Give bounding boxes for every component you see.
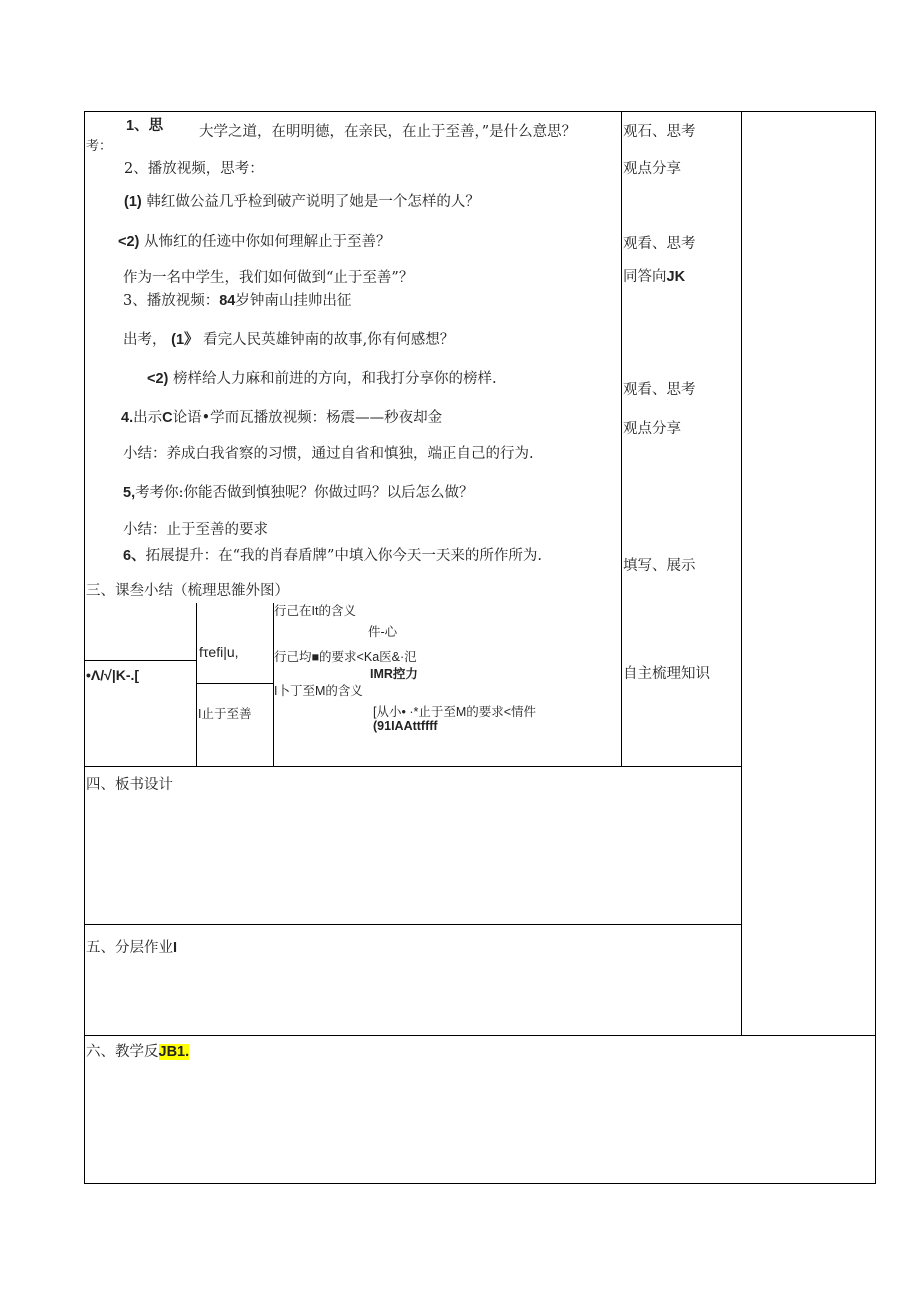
question-2-2: <2) 从怖红的任迹中你如何理解止于至善？ [118, 234, 391, 250]
question-5: 5,考考你:你能否做到慎独呢？你做过吗？以后怎么做？ [123, 485, 474, 501]
question-3: 3、播放视频：84岁钟南山挂帅出征 [123, 293, 352, 309]
summary-2-clipped: 小结：止于至善的要求 [123, 522, 268, 538]
col-divider-activity [621, 111, 622, 767]
mindmap-hline-1 [85, 660, 197, 661]
row-divider-reflection [84, 1035, 876, 1036]
mindmap-branch-1: fτefi|u, [199, 644, 239, 660]
table-top-border [84, 111, 876, 112]
question-1-kao: 考： [86, 139, 113, 154]
mindmap-hline-2 [197, 683, 274, 684]
question-6: 6、拓展提升：在“我的肖春盾牌”中填入你今天一天来的所作所为. [123, 548, 543, 564]
activity-7: 填写、展示 [623, 558, 696, 574]
question-3a: 出考， (1》 看完人民英雄钟南的故事,你有何感想？ [123, 332, 455, 348]
row-divider-homework [84, 924, 742, 925]
activity-5: 观看、思考 [623, 382, 696, 398]
table-right-border [875, 111, 876, 1184]
question-2-1: (1) 韩红做公益几乎检到破产说明了她是一个怎样的人？ [124, 194, 480, 210]
mindmap-divider-1 [196, 603, 197, 766]
section-6-heading: 六、教学反JB1. [86, 1044, 190, 1060]
question-1: 1、思 [126, 118, 164, 134]
activity-8: 自主梳理知识 [623, 666, 710, 682]
question-3b: <2) 榜样给人力麻和前进的方向，和我打分享你的榜样. [147, 371, 497, 387]
mindmap-node-1: 行己在It的含义 [274, 604, 356, 618]
activity-3: 观看、思考 [623, 236, 696, 252]
row-divider-board [84, 766, 742, 767]
col-divider-notes [741, 111, 742, 1036]
activity-4: 同答向JK [623, 269, 686, 285]
section-5-heading: 五、分层作业I [86, 940, 178, 956]
question-1-text: 大学之道，在明明德，在亲民，在止于至善，”是什么意思？ [199, 124, 577, 140]
mindmap-node-5: I卜丁至M的含义 [274, 684, 363, 698]
table-bottom-border [84, 1183, 876, 1184]
activity-6: 观点分享 [623, 421, 681, 437]
mindmap-node-3: 行己均■的要求<Ka医&·氾 [274, 650, 417, 664]
summary-1: 小结：养成白我省察的习惯，通过自省和慎独，端正自己的行为. [123, 446, 534, 462]
activity-1: 观石、思考 [623, 124, 696, 140]
activity-2: 观点分享 [623, 161, 681, 177]
table-left-border [84, 111, 85, 1184]
mindmap-root: •Λ/√|K-.[ [86, 667, 140, 683]
question-2: 2、播放视频，思考： [124, 161, 264, 177]
mindmap-node-2: 件-心 [368, 625, 398, 639]
mindmap-branch-2: I止于至善 [198, 707, 252, 721]
mindmap-node-4: IMR控力 [370, 667, 418, 681]
question-4: 4.出示C论语•学而瓦播放视频：杨震——秒夜却金 [121, 410, 443, 426]
section-3-heading: 三、课叁小结（梳理思雒外图） [86, 583, 289, 599]
question-2-3: 作为一名中学生，我们如何做到“止于至善”？ [123, 270, 414, 286]
section-4-heading: 四、板书设计 [86, 777, 173, 793]
mindmap-node-7: (91IAAttffff [373, 719, 438, 733]
mindmap-node-6: [从小• ·*止于至M的要求<情件 [373, 705, 537, 719]
